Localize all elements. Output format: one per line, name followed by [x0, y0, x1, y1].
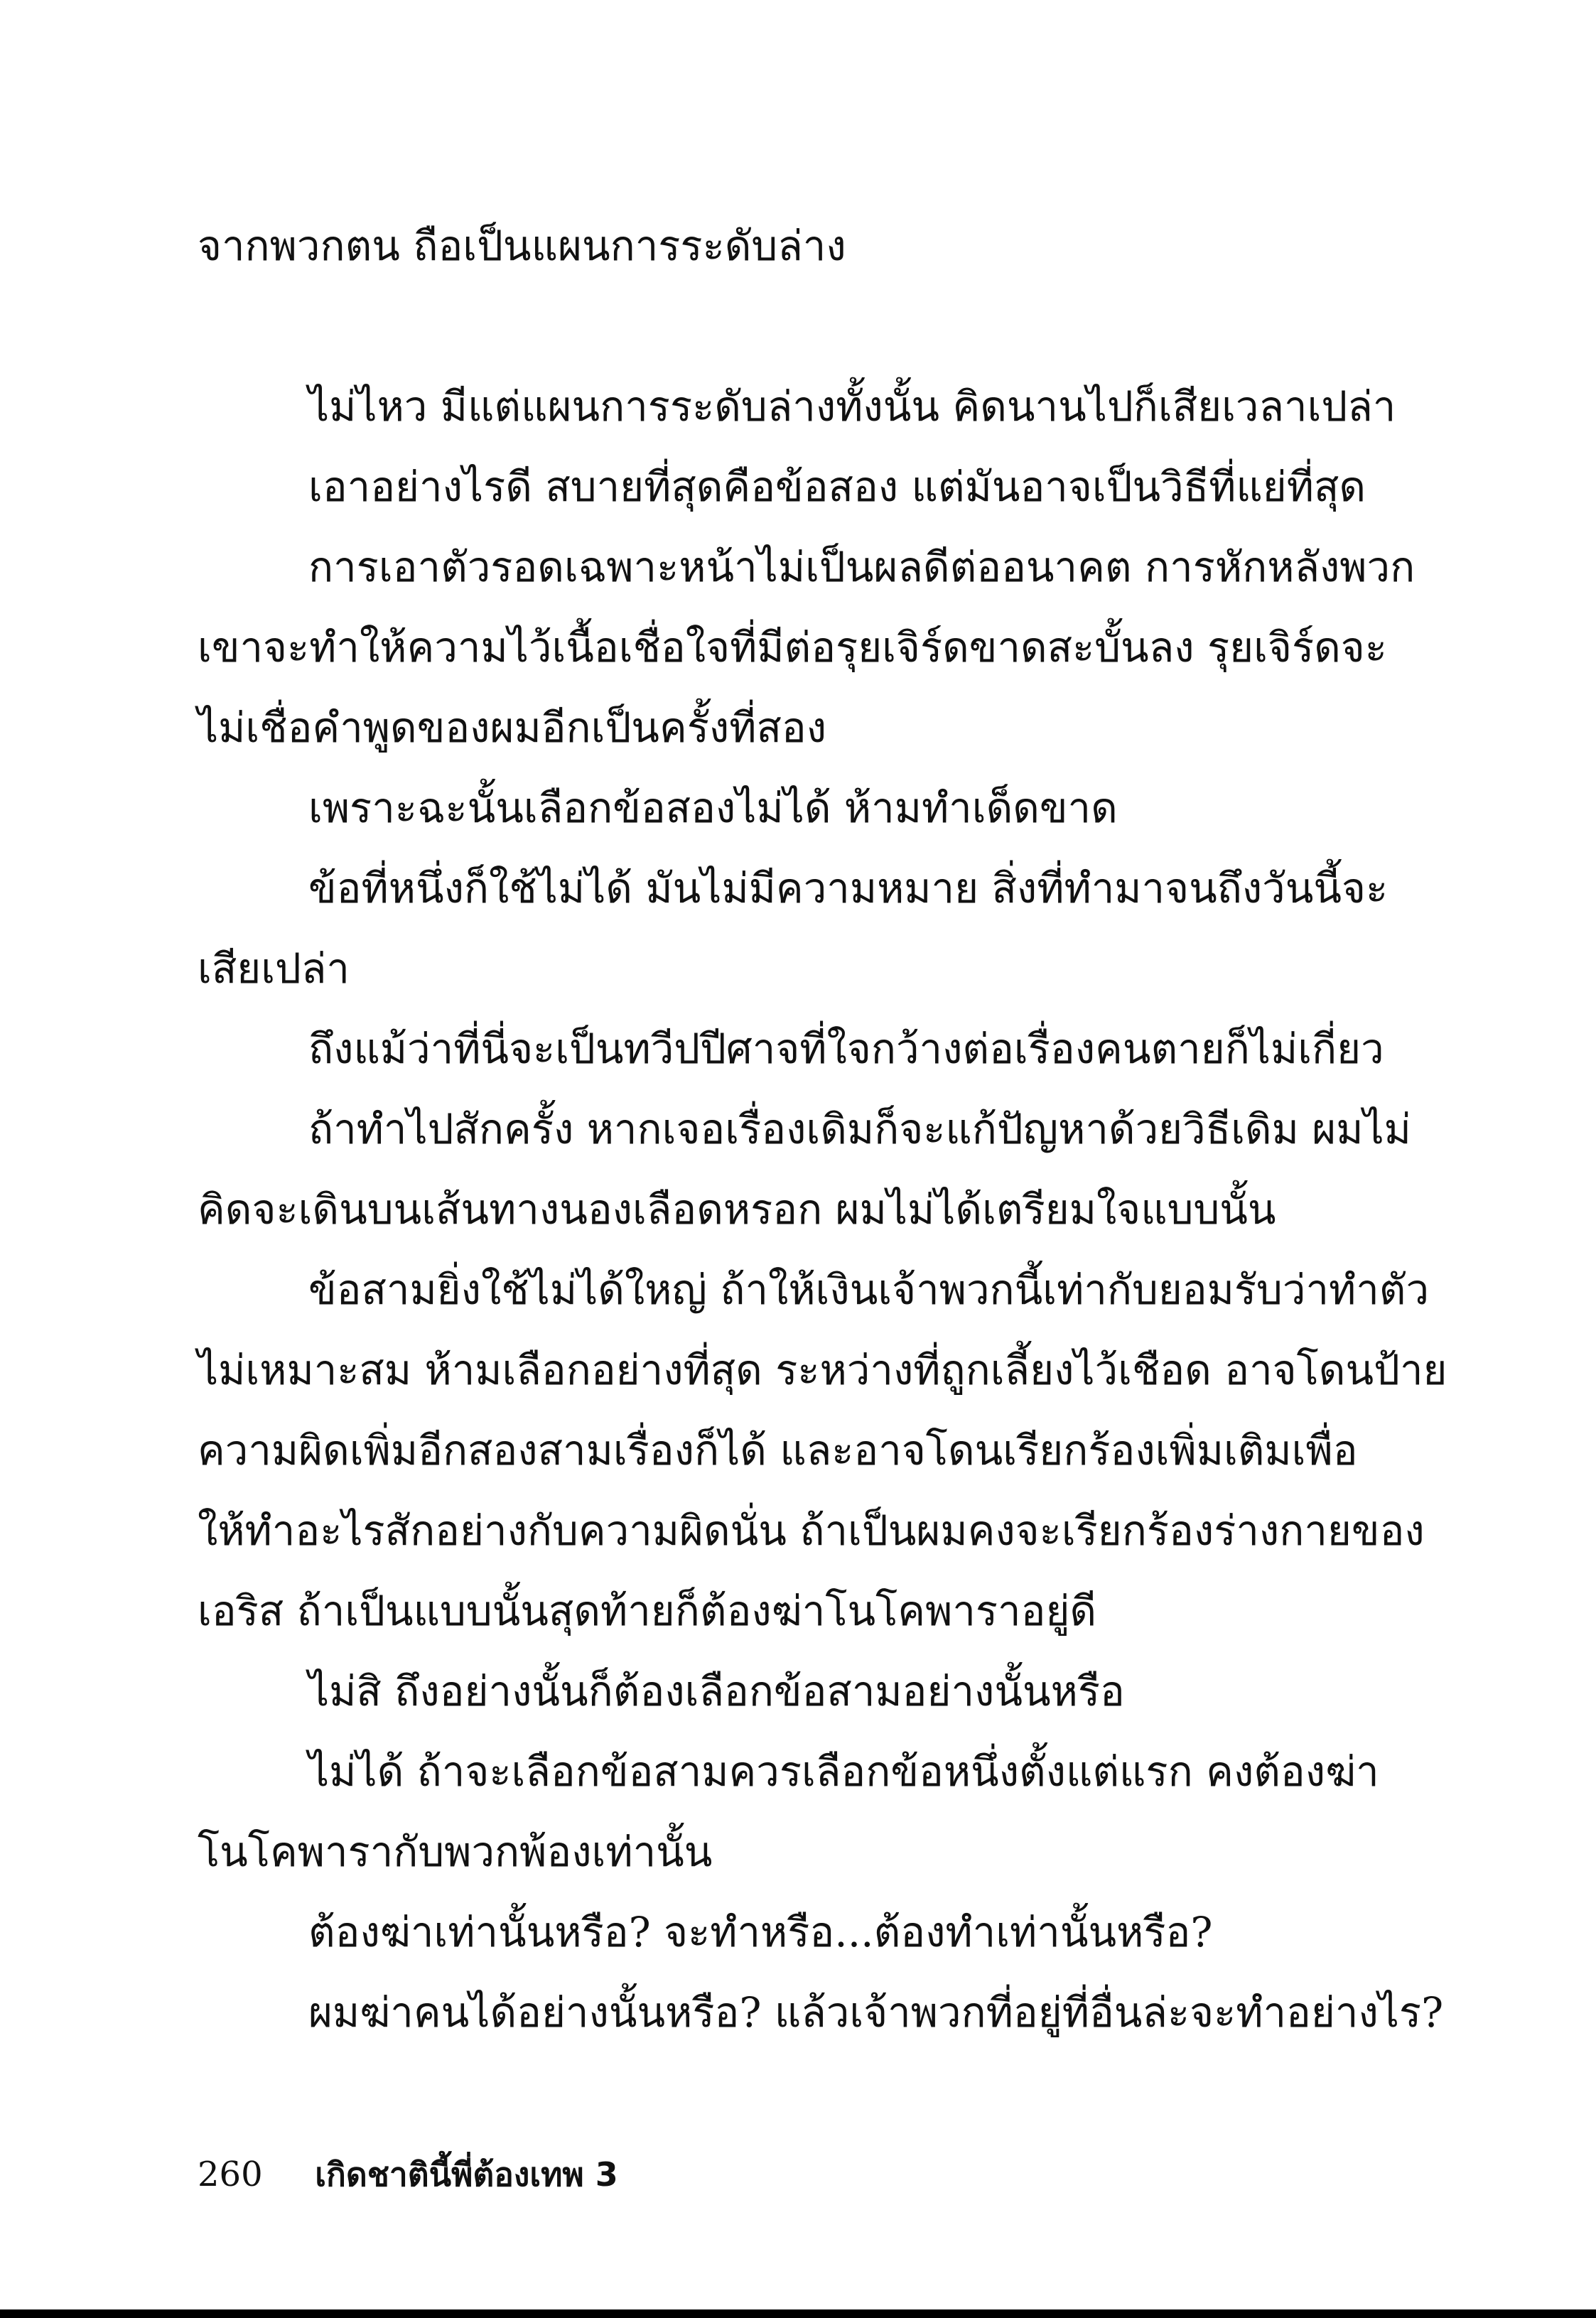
- bottom-border: [0, 2309, 1596, 2318]
- text-line: ข้อที่หนึ่งก็ใช้ไม่ได้ มันไม่มีความหมาย สิ่งที่ทำมาจนถึงวันนี้จะ: [308, 864, 1389, 912]
- text-line: โนโคพารากับพวกพ้องเท่านั้น: [198, 1828, 713, 1876]
- text-line: เพราะฉะนั้นเลือกข้อสองไม่ได้ ห้ามทำเด็ดขาด: [308, 784, 1118, 832]
- body-text: [198, 206, 1447, 2053]
- text-line: ไม่สิ ถึงอย่างนั้นก็ต้องเลือกข้อสามอย่างนั้นหรือ: [308, 1667, 1125, 1715]
- text-line: เขาจะทำให้ความไว้เนื้อเชื่อใจที่มีต่อรุยเจิร์ดขาดสะบั้นลง รุยเจิร์ดจะ: [198, 623, 1387, 672]
- text-line: จากพวกตน ถือเป็นแผนการระดับล่าง: [198, 222, 846, 270]
- text-line: ความผิดเพิ่มอีกสองสามเรื่องก็ได้ และอาจโดนเรียกร้องเพิ่มเติมเพื่อ: [198, 1426, 1358, 1475]
- text-line: การเอาตัวรอดเฉพาะหน้าไม่เป็นผลดีต่ออนาคต การหักหลังพวก: [308, 543, 1416, 591]
- text-line: เสียเปล่า: [198, 944, 350, 993]
- text-line: ไม่เชื่อคำพูดของผมอีกเป็นครั้งที่สอง: [198, 704, 827, 752]
- text-line: ถ้าทำไปสักครั้ง หากเจอเรื่องเดิมก็จะแก้ปัญหาด้วยวิธีเดิม ผมไม่: [308, 1105, 1411, 1153]
- text-line: เอาอย่างไรดี สบายที่สุดคือข้อสอง แต่มันอาจเป็นวิธีที่แย่ที่สุด: [308, 463, 1366, 511]
- text-line: ให้ทำอะไรสักอย่างกับความผิดนั่น ถ้าเป็นผมคงจะเรียกร้องร่างกายของ: [198, 1506, 1425, 1555]
- text-line: คิดจะเดินบนเส้นทางนองเลือดหรอก ผมไม่ได้เตรียมใจแบบนั้น: [198, 1185, 1276, 1234]
- text-line: เอริส ถ้าเป็นแบบนั้นสุดท้ายก็ต้องฆ่าโนโคพาราอยู่ดี: [198, 1587, 1097, 1635]
- text-line: ไม่เหมาะสม ห้ามเลือกอย่างที่สุด ระหว่างที่ถูกเลี้ยงไว้เชือด อาจโดนป้าย: [198, 1346, 1447, 1394]
- text-line: ข้อสามยิ่งใช้ไม่ได้ใหญ่ ถ้าให้เงินเจ้าพวกนี้เท่ากับยอมรับว่าทำตัว: [308, 1266, 1430, 1314]
- page-number: 260: [198, 2155, 263, 2194]
- text-line: ไม่ได้ ถ้าจะเลือกข้อสามควรเลือกข้อหนึ่งตั้งแต่แรก คงต้องฆ่า: [308, 1747, 1379, 1796]
- text-line: ต้องฆ่าเท่านั้นหรือ? จะทำหรือ...ต้องทำเท่านั้นหรือ?: [308, 1908, 1213, 1956]
- text-line: ไม่ไหว มีแต่แผนการระดับล่างทั้งนั้น คิดนานไปก็เสียเวลาเปล่า: [308, 382, 1396, 431]
- running-title: เกิดชาตินี้พี่ต้องเทพ 3: [315, 2155, 618, 2194]
- paragraph-gap: [198, 286, 1303, 367]
- text-line: ผมฆ่าคนได้อย่างนั้นหรือ? แล้วเจ้าพวกที่อยู่ที่อื่นล่ะจะทำอย่างไร?: [308, 1988, 1444, 2037]
- page-footer: [198, 2153, 618, 2196]
- text-line: ถึงแม้ว่าที่นี่จะเป็นทวีปปีศาจที่ใจกว้างต่อเรื่องคนตายก็ไม่เกี่ยว: [308, 1025, 1384, 1073]
